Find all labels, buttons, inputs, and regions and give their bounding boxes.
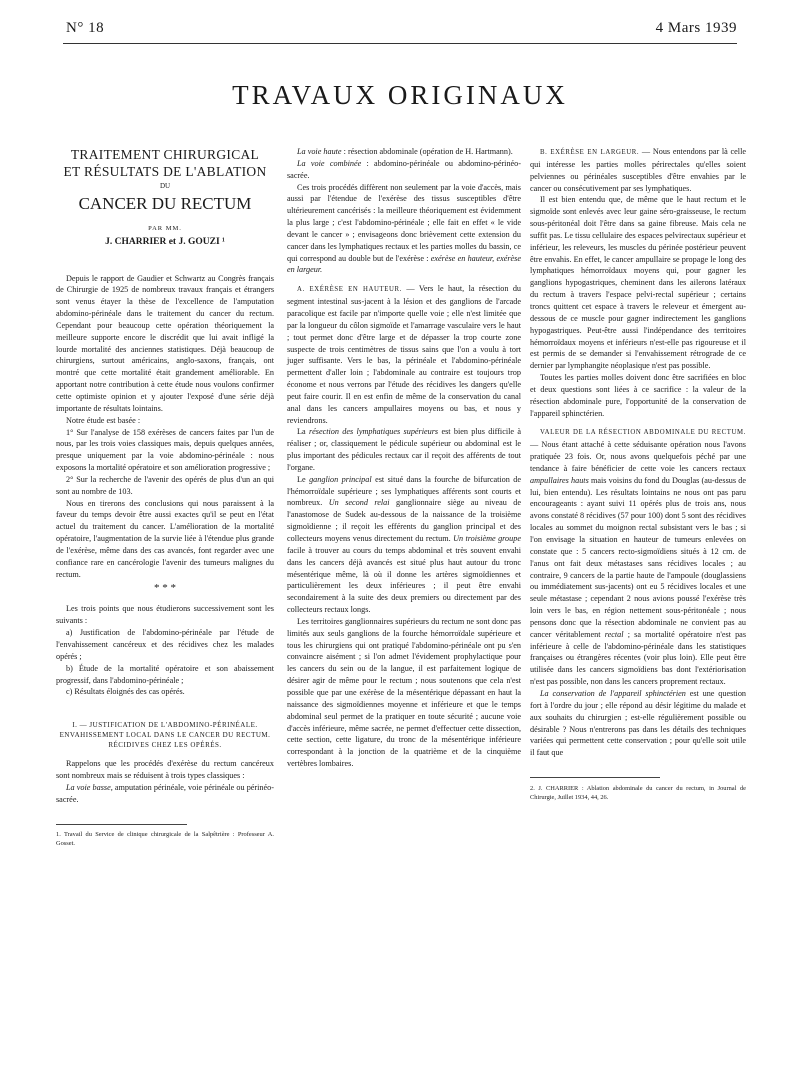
paragraph: c) Résultats éloignés des cas opérés. xyxy=(66,687,185,697)
paragraph xyxy=(287,146,521,158)
paragraph: Nous en tirerons des conclusions qui nous paraissent à la faveur du temps devoir être aussi exactes qu'il se peut en l'état actuel du traitement du cancer. L'amélioration de la mortalité opératoire, l'augmentation de la survie liée à l'étendue plus grande de l'exérèse, même dans des cas avancés, font regarder avec une confiance rare en cancérologie l'avenir des tumeurs malignes du rectum. xyxy=(56,498,274,579)
paragraph: Les territoires ganglionnaires supérieurs du rectum ne sont donc pas limités aux seuls ganglions de la fourche hémorroïdale supérieure et tous les chirurgiens qui ont pratiqué l'abdomino-périnéale ont pu s'en convaincre aisément ; si l'on admet l'évidement prophylactique pour les cancers du sein ou de la langue, il est parfaitement logique de désirer agir de même pour le rectum ; nous soutenons que cela n'est possible que par une exérèse de la mésentérique dépassant en haut la naissance des sigmoïdiennes moyenne et inférieure et que le temps abdominal seul permet de la pratiquer en toute sécurité ; aucune voie d'accès inférieure, même sacrée, ne permet d'effectuer cette dissection, cette section, cette ligature, du tronc de la mésentérique inférieure correspondant à la jonction de la quatrième et de la cinquième vertèbres lombaires. xyxy=(287,616,521,769)
paragraph xyxy=(530,146,746,194)
paragraph xyxy=(287,182,521,277)
emphasis: ampullaires hauts xyxy=(530,475,589,485)
paragraph xyxy=(56,782,274,806)
text-run: — Vers le haut, la résection du segment intestinal sus-jacent à la lésion et des ganglions de l'arcade paracolique est facile par n'importe quelle voie ; elle n'est limitée que par la longueur du côlon sigmoïde et l'amarrage vasculaire vers le haut ; tout permet donc d'être large et de dépasser la trop courte zone suspecte de trois centimètres de tissus sains que l'on a voulu à tort juger suffisante. Vers le bas, la périnéale et l'abdomino-périnéale permettent d'aller loin ; l'abdominale au contraire est toujours trop économe et nous verrons par l'étude des récidives les dangers qu'elle peut faire courir. Il en est enfin de même de la conservation du canal anal dans les cancers ampullaires moyens ou bas, et nous y reviendrons. xyxy=(287,284,522,425)
text-run: : résection abdominale (opération de H. Hartmann). xyxy=(341,147,513,156)
paragraph: 1° Sur l'analyse de 158 exérèses de cancers faites par l'un de nous, par les trois voies classiques mais, depuis quelques années, presque uniquement par la voie abdomino-périnéale : nous exposons la mortalité opératoire et son amélioration progressive ; xyxy=(56,427,274,473)
footnote-rule xyxy=(530,777,660,778)
issue-number: N° 18 xyxy=(66,20,105,36)
paragraph: b) Étude de la mortalité opératoire et son abaissement progressif, dans l'abdomino-périnéale ; xyxy=(56,663,274,685)
paragraph: Notre étude est basée : xyxy=(66,415,141,425)
emphasis: résection des lymphatiques supérieurs xyxy=(308,427,439,437)
paragraph: Toutes les parties molles doivent donc être sacrifiées en bloc et deux questions sont liées à ce sacrifice : la valeur de la résection abdominale pure, l'opportunité de la conservation de l'appareil sphinctérien. xyxy=(530,373,746,418)
text-run: — Nous étant attaché à cette séduisante opération nous l'avons pratiquée 23 fois. Or, nous avons quelquefois péché par une tendance à faire bénéficier de cette voie les cancers rectaux xyxy=(530,440,746,473)
text-run: ganglionnaire siège au niveau de l'anastomose de Sudek au-dessous de la naissance de la troisième sigmoïdienne ; il reçoit les efférents du ganglion principal et des collecteurs moyens venus directement du rectum. xyxy=(287,498,522,543)
section-heading-line: RÉCIDIVES CHEZ LES OPÉRÉS. xyxy=(108,741,222,750)
paragraph xyxy=(287,283,521,426)
footnote-rule xyxy=(56,824,187,825)
paragraph xyxy=(530,426,746,688)
subsection-label: A. EXÉRÈSE EN HAUTEUR. xyxy=(297,286,402,294)
emphasis: La conservation de l'appareil sphinctérien xyxy=(540,688,686,698)
footnote: 1. Travail du Service de clinique chirurgicale de la Salpêtrière : Professeur A. Gosset. xyxy=(56,831,274,848)
issue-date: 4 Mars 1939 xyxy=(655,20,737,36)
paragraph xyxy=(287,474,521,616)
text-run: est bien plus difficile à réaliser ; or, classiquement le pédicule supérieur ou abdominal est le plus important des pédicules rectaux car il reçoit des afférents de tout l'organe. xyxy=(287,427,521,472)
section-title: TRAVAUX ORIGINAUX xyxy=(232,80,568,110)
text-run: ; sa mortalité opératoire n'est pas inférieure à celle de l'abdomino-périnéale dans les statistiques françaises ou étrangères récentes (voir plus loin). Elle peut être utilisée dans les cancers sigmoïdiens bas dont l'extériorisation n'est pas possible, non dans les cancers proprement rectaux. xyxy=(530,629,747,687)
paragraph: Depuis le rapport de Gaudier et Schwartz au Congrès français de Chirurgie de 1925 de nombreux travaux français et étrangers sont venus étayer la thèse de l'excellence de l'amputation abdomino-périnéale dans le traitement du cancer du rectum. Cependant pour beaucoup cette opération théoriquement la meilleure supporte encore le discrédit que lui avait infligé la lourde mortalité des anciennes statistiques. Déjà beaucoup de chirurgiens, surtout américains, anglo-saxons, français, ont montré que cette mortalité était grandement améliorable. En apportant notre contribution à cette étude nous voulons confirmer cette optimiste opinion et y ajouter l'exposé d'une série déjà importante de résultats lointains. xyxy=(56,273,274,413)
footnote: 2. J. CHARRIER : Ablation abdominale du cancer du rectum, in Journal de Chirurgie, Juillet 1934, 44, 26. xyxy=(530,784,746,801)
paragraph xyxy=(530,688,746,759)
subsection-label: B. EXÉRÈSE EN LARGEUR. xyxy=(540,149,640,156)
paragraph: 2° Sur la recherche de l'avenir des opérés de plus d'un an qui sont au nombre de 103. xyxy=(56,474,274,496)
article-authors: J. CHARRIER et J. GOUZI ¹ xyxy=(105,236,225,247)
article-title-line2: ET RÉSULTATS DE L'ABLATION xyxy=(63,164,267,179)
paragraph: Les trois points que nous étudierons successivement sont les suivants : xyxy=(56,604,274,626)
text-run: — Nous entendons par là celle qui intéresse les parties molles périrectales qu'elles soient pelviennes ou périnéales susceptibles d'être envahies par le cancer ou consécutivement par ses lymphatiques. xyxy=(530,147,746,193)
emphasis: Un troisième groupe xyxy=(453,534,521,543)
column-2 xyxy=(287,146,521,770)
text-run: est une question fort à l'ordre du jour ; elle répond au désir légitime du malade et aux souhaits du chirurgien ; est-elle régulièrement possible ou désirable ? Nous n'entrerons pas dans les détails des techniques variées qui permettent cette conservation ; pour qu'elle soit utile il faut que xyxy=(530,688,747,758)
text-run: Le xyxy=(297,474,310,484)
article-title-du: DU xyxy=(159,182,171,190)
paragraph xyxy=(287,158,521,182)
emphasis: La voie basse, xyxy=(66,782,113,792)
article-title-line1: TRAITEMENT CHIRURGICAL xyxy=(70,147,260,162)
section-heading xyxy=(56,720,274,750)
emphasis: exérèse en hauteur, exérèse en largeur. xyxy=(287,253,522,275)
paragraph xyxy=(287,426,521,473)
emphasis: La voie haute xyxy=(297,147,342,156)
emphasis: rectal xyxy=(604,629,624,639)
paragraph: Il est bien entendu que, de même que le haut rectum et le sigmoïde sont enlevés avec leur gaine séro-graisseuse, le rectum sous-péritonéal doit l'être dans sa gaine fibreuse. Mais cela ne suffit pas. Le tissu cellulaire des espaces pelvirectaux supérieur et inférieur, les releveurs, les muscles du périnée postérieur peuvent être envahis. En effet, le cancer ampullaire se propage le long des lymphatiques hémorroïdaux moyens qui, pour gagner les ganglions hypogastriques, cheminent dans les ailerons latéraux du rectum à travers l'espace pelvi-rectal supérieur ; certains troncs quittent cet espace à travers le releveur et émergent au-dessous de ce muscle pour gagner indirectement les ganglions hypogastriques. Peut-être aussi l'indépendance des territoires hémorroïdaux moyens et inférieurs n'est-elle pas rigoureuse et il est permis de se demander si l'envahissement rétrograde de ce dernier par lymphangite néoplasique n'est pas possible. xyxy=(530,195,746,371)
text-run: : abdomino-périnéale ou abdomino-périnéo-sacrée. xyxy=(287,158,522,180)
section-heading-line: I. — JUSTIFICATION DE L'ABDOMINO-PÉRINÉALE. xyxy=(72,721,258,730)
text-run: amputation périnéale, voie périnéale ou périnéo-sacrée. xyxy=(56,782,274,804)
emphasis: Un second relai xyxy=(328,498,390,508)
paragraph: Rappelons que les procédés d'exérèse du rectum cancéreux sont nombreux mais se réduisent à trois types classiques : xyxy=(56,759,274,781)
text-run: Ces trois procédés diffèrent non seulement par la voie d'accès, mais aussi par l'étendue de l'exérèse des tissus susceptibles d'être ultérieurement cancérisés : la meilleure théoriquement est évidemment la plus large ; c'est l'abdomino-périnéale ; elle fait en effet « le vide devant le cancer » ; envisageons donc brièvement cette extension du cancer dans les lymphatiques rectaux et les parties molles du bassin, ce qui correspond au double but de l'exérèse : xyxy=(287,182,521,263)
article-par: PAR MM. xyxy=(148,224,182,232)
column-1 xyxy=(56,146,274,848)
text-run: facile à trouver au cours du temps abdominal et très souvent envahi dans les cancers déjà avancés est situé plus haut autour du tronc mésentérique même, là où il donne les artères sigmoïdiennes et particulièrement les deux inférieures ; il peut être envahi secondairement à la suite des deux premiers ou directement par des collecteurs rectaux longs. xyxy=(287,545,521,615)
header-rule xyxy=(63,43,737,44)
text-run: est situé dans la fourche de bifurcation de l'hémorroïdale supérieure ; ses lymphatiques afférents sont courts et nombreux. xyxy=(287,474,521,508)
subsection-label: VALEUR DE LA RÉSECTION ABDOMINALE DU RECTUM. xyxy=(540,429,746,437)
text-run: mais voisins du fond du Douglas (au-dessus de lui, bien entendu). Les résultats lointains ne nous ont pas paru encourageants : ayant suivi 11 opérés plus de trois ans, nous avons constaté 8 récidives (57 pour 100) dont 5 sont des récidives locales au sommet du moignon rectal subsistant vers le bas ; si l'on envisage la situation en hauteur de tumeurs enlevées on constate que : 5 cancers recto-sigmoïdiens situés à 12 cm. de l'anus ont fait deux métastases sans récidives locales ; au contraire, 9 cancers de la partie haute de l'ampoule (douglassiens ou immédiatement sus-jacents) ont eu 5 récidives locales et une seule métastase ; cependant 2 nous avions poussé l'exérèse très loin vers le bas, en région nettement sous-péritonéale ; nous pensons donc que la résection abdominale ne convient pas au cancer véritablement xyxy=(530,475,746,639)
emphasis: La voie combinée xyxy=(297,158,362,168)
emphasis: ganglion principal xyxy=(309,474,372,484)
text-run: La xyxy=(297,427,309,437)
section-heading-line: ENVAHISSEMENT LOCAL DANS LE CANCER DU RECTUM. xyxy=(59,731,271,740)
paragraph: a) Justification de l'abdomino-périnéale par l'étude de l'envahissement cancéreux et des récidives chez les malades opérés ; xyxy=(56,628,274,661)
section-separator-stars: * * * xyxy=(154,582,176,595)
article-title-main: CANCER DU RECTUM xyxy=(78,193,252,213)
column-3 xyxy=(530,146,746,802)
